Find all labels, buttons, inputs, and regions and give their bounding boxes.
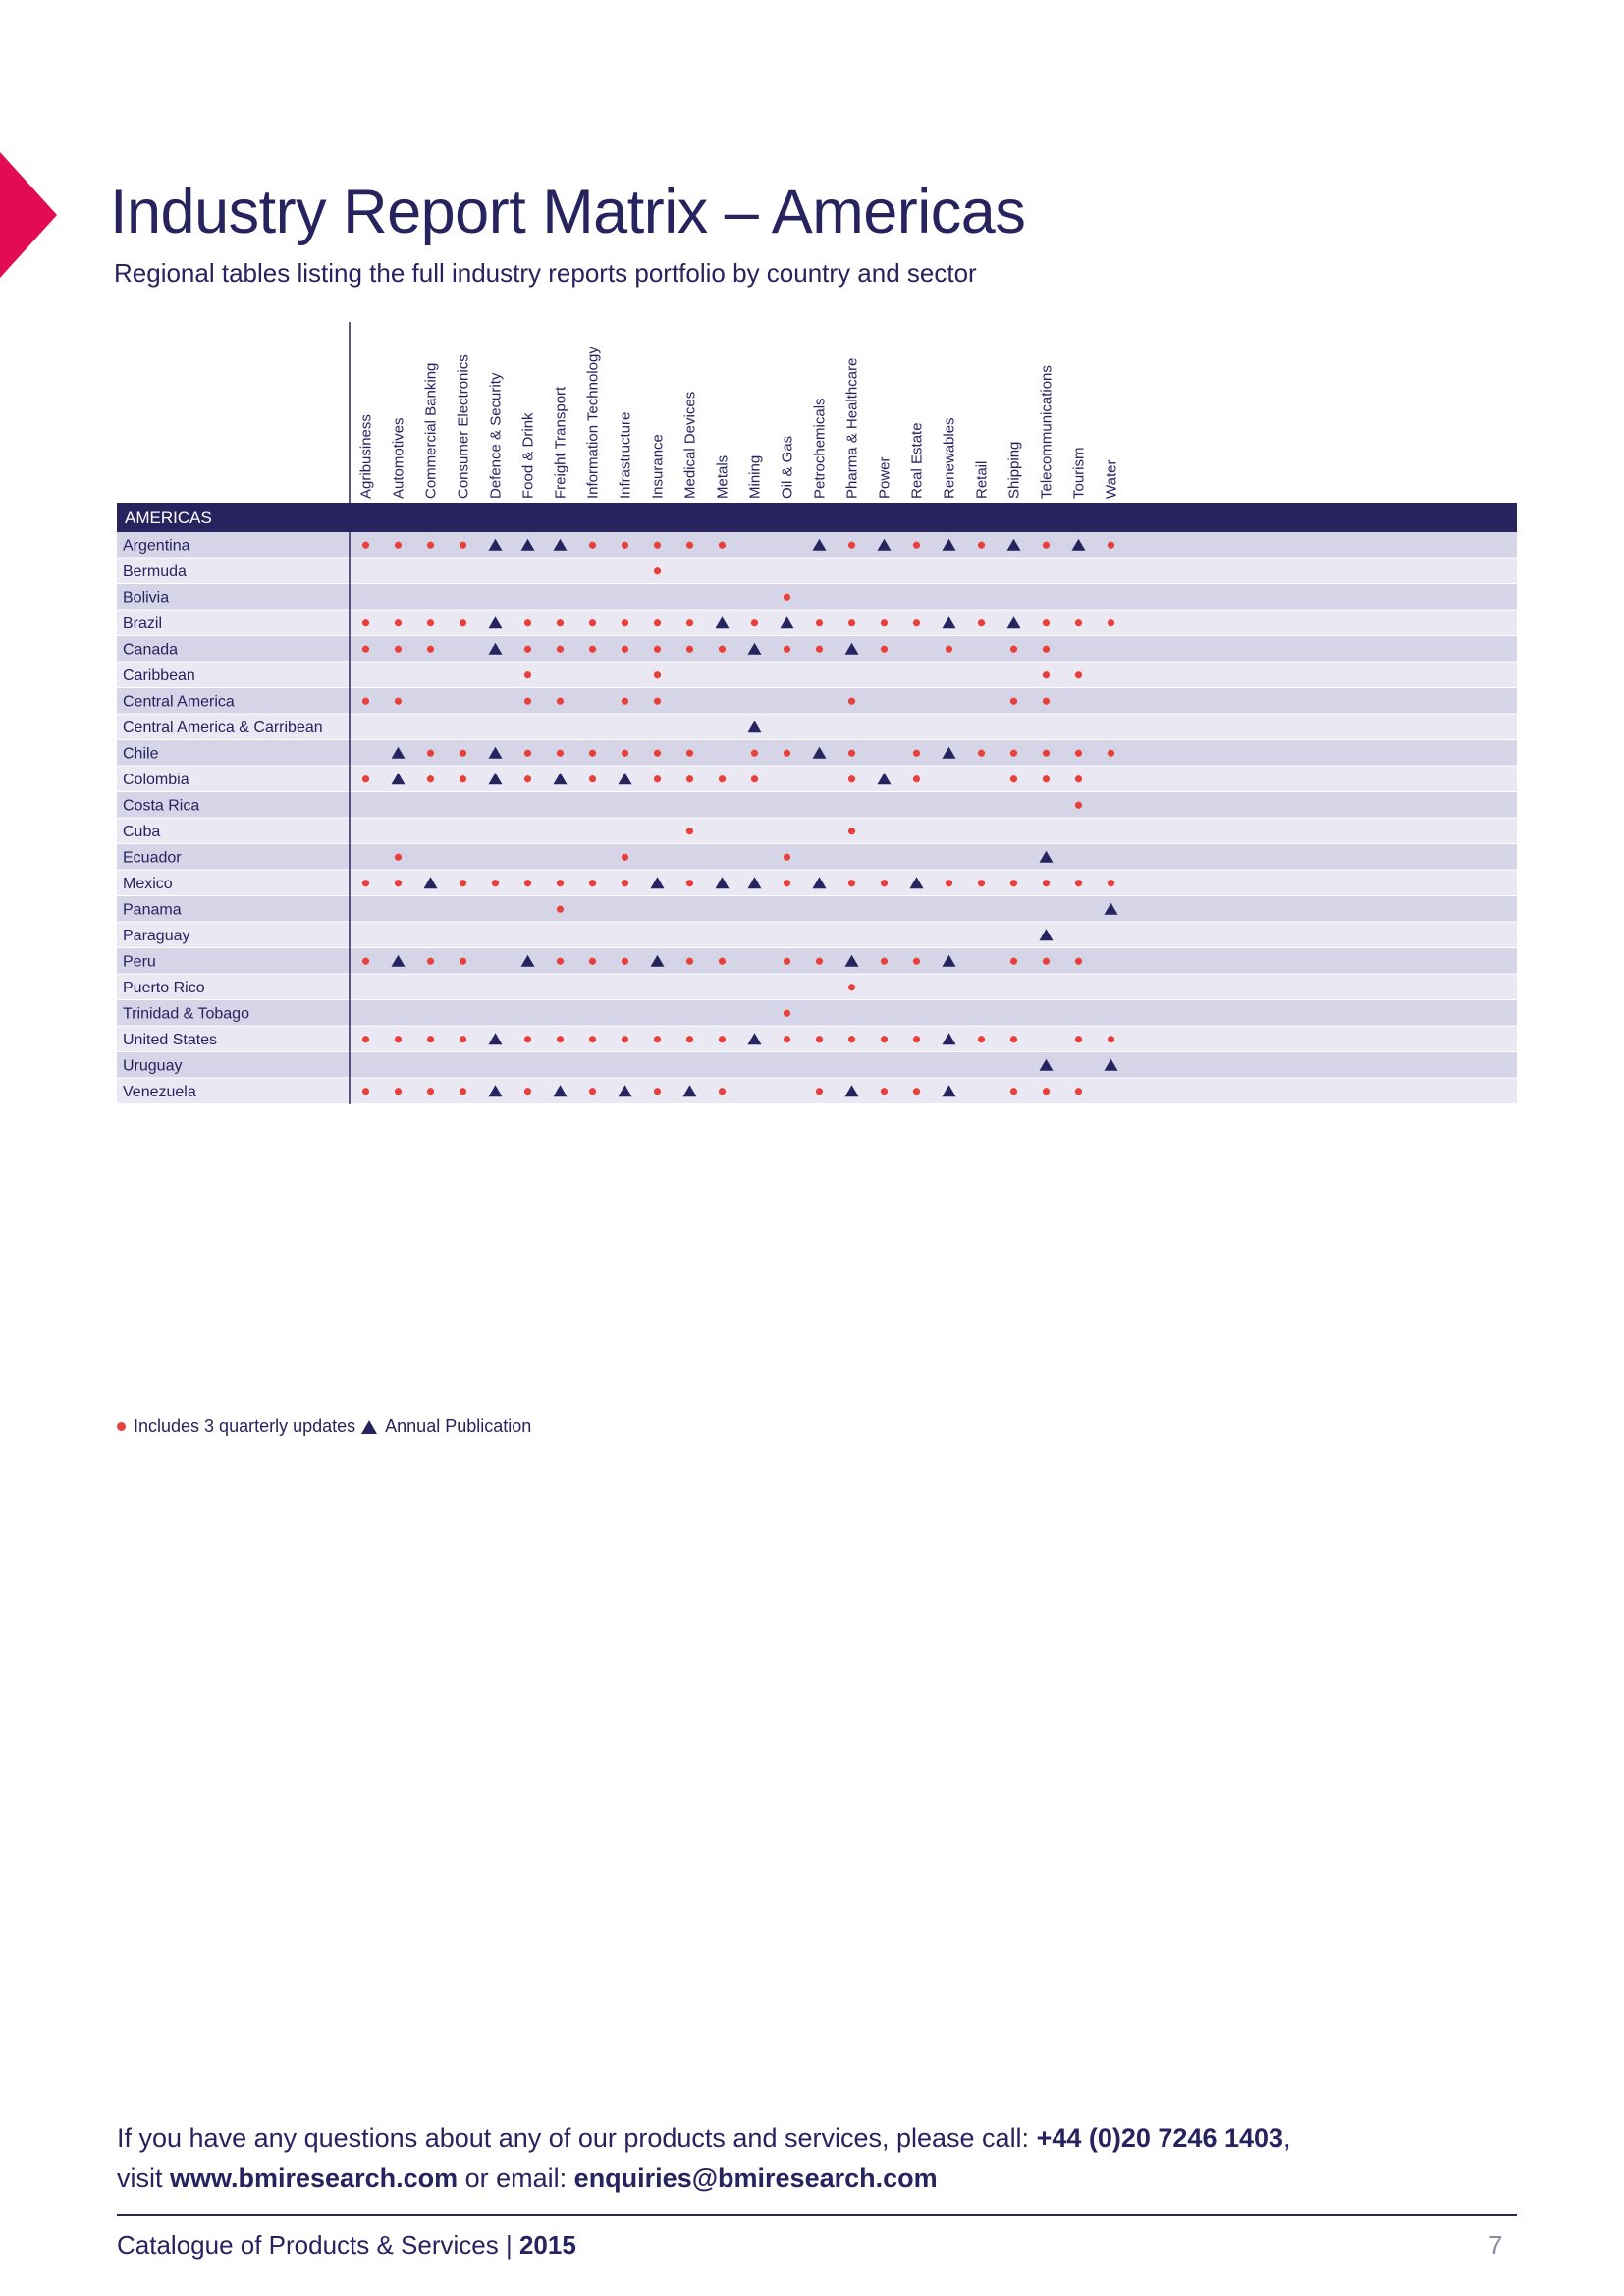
quarterly-update-marker — [395, 880, 402, 886]
row-background — [117, 715, 1517, 740]
quarterly-update-marker — [686, 646, 693, 653]
quarterly-update-marker — [1010, 750, 1017, 757]
quarterly-update-marker — [427, 542, 434, 549]
quarterly-update-marker — [1075, 1036, 1082, 1042]
country-label-paraguay: Paraguay — [123, 927, 190, 944]
quarterly-update-marker — [1075, 1088, 1082, 1095]
sector-header-water: Water — [1103, 459, 1120, 499]
quarterly-update-marker — [622, 854, 628, 861]
quarterly-update-marker — [589, 775, 596, 782]
quarterly-update-marker — [751, 619, 758, 626]
country-label-bolivia: Bolivia — [123, 589, 170, 607]
quarterly-update-marker — [816, 1088, 823, 1095]
quarterly-update-marker — [913, 958, 920, 965]
quarterly-update-marker — [622, 542, 628, 549]
quarterly-update-marker — [654, 1036, 661, 1042]
quarterly-update-marker — [784, 646, 790, 653]
quarterly-update-marker — [427, 1036, 434, 1042]
quarterly-update-marker — [1010, 880, 1017, 886]
quarterly-update-marker — [524, 1088, 531, 1095]
sector-header-retail: Retail — [973, 460, 991, 499]
quarterly-update-marker — [751, 750, 758, 757]
quarterly-update-marker — [589, 750, 596, 757]
quarterly-update-marker — [686, 1036, 693, 1042]
page-subtitle: Regional tables listing the full industry reports portfolio by country and sector — [114, 258, 977, 288]
quarterly-update-marker — [1075, 880, 1082, 886]
quarterly-update-marker — [622, 958, 628, 965]
footer-divider — [117, 2214, 1517, 2216]
quarterly-update-marker — [1043, 698, 1050, 705]
row-background — [117, 844, 1517, 870]
quarterly-update-marker — [978, 750, 985, 757]
quarterly-update-marker — [946, 646, 952, 653]
quarterly-update-marker — [881, 1088, 888, 1095]
quarterly-update-marker — [848, 828, 855, 834]
quarterly-update-marker — [1043, 671, 1050, 678]
quarterly-update-marker — [784, 1036, 790, 1042]
row-background — [117, 792, 1517, 818]
quarterly-update-marker — [654, 619, 661, 626]
quarterly-update-marker — [524, 671, 531, 678]
quarterly-update-marker — [816, 646, 823, 653]
country-label-brazil: Brazil — [123, 614, 163, 632]
quarterly-update-marker — [654, 646, 661, 653]
quarterly-update-marker — [1075, 671, 1082, 678]
quarterly-update-marker — [427, 958, 434, 965]
quarterly-update-marker — [557, 750, 564, 757]
quarterly-update-marker — [1010, 775, 1017, 782]
contact-email-text: or email: — [458, 2163, 574, 2193]
quarterly-update-marker — [1043, 958, 1050, 965]
quarterly-update-marker — [881, 958, 888, 965]
country-label-canada: Canada — [123, 641, 179, 659]
row-background — [117, 896, 1517, 922]
quarterly-update-marker — [460, 750, 466, 757]
country-label-argentina: Argentina — [123, 537, 190, 555]
quarterly-update-marker — [848, 542, 855, 549]
quarterly-update-marker — [784, 750, 790, 757]
quarterly-update-marker — [622, 880, 628, 886]
quarterly-update-marker — [686, 958, 693, 965]
country-label-ecuador: Ecuador — [123, 849, 182, 867]
quarterly-update-marker — [913, 775, 920, 782]
row-background — [117, 819, 1517, 844]
country-label-colombia: Colombia — [123, 771, 189, 788]
quarterly-update-marker — [686, 750, 693, 757]
country-label-central-america-and-carribean: Central America & Carribean — [123, 719, 323, 736]
row-background — [117, 559, 1517, 584]
quarterly-update-marker — [460, 1036, 466, 1042]
quarterly-update-marker — [654, 542, 661, 549]
quarterly-update-marker — [557, 619, 564, 626]
quarterly-update-marker — [654, 750, 661, 757]
quarterly-update-marker — [881, 619, 888, 626]
quarterly-update-marker — [1108, 542, 1114, 549]
quarterly-update-marker — [1075, 802, 1082, 809]
website-link[interactable]: www.bmiresearch.com — [170, 2163, 459, 2193]
row-background — [117, 975, 1517, 1000]
footer-catalogue-text: Catalogue of Products & Services | — [117, 2230, 519, 2260]
row-background — [117, 584, 1517, 610]
sector-header-pharma-and-healthcare: Pharma & Healthcare — [843, 357, 861, 499]
country-label-chile: Chile — [123, 745, 159, 763]
quarterly-update-marker — [1075, 775, 1082, 782]
quarterly-update-marker — [654, 1088, 661, 1095]
quarterly-update-marker — [524, 880, 531, 886]
quarterly-update-marker — [524, 775, 531, 782]
quarterly-update-marker — [460, 880, 466, 886]
quarterly-update-marker — [362, 698, 369, 705]
quarterly-update-marker — [686, 775, 693, 782]
region-label: AMERICAS — [125, 508, 212, 527]
sector-header-food-and-drink: Food & Drink — [519, 412, 537, 499]
phone-number[interactable]: +44 (0)20 7246 1403 — [1036, 2123, 1284, 2153]
sector-header-information-technology: Information Technology — [584, 347, 602, 499]
dot-legend-icon — [117, 1422, 126, 1431]
quarterly-update-marker — [395, 646, 402, 653]
row-background — [117, 767, 1517, 792]
sector-header-renewables: Renewables — [941, 417, 958, 499]
quarterly-update-marker — [524, 646, 531, 653]
quarterly-update-marker — [622, 646, 628, 653]
quarterly-update-marker — [978, 542, 985, 549]
quarterly-update-marker — [622, 619, 628, 626]
quarterly-update-marker — [524, 1036, 531, 1042]
page-title: Industry Report Matrix – Americas — [110, 178, 1026, 246]
quarterly-update-marker — [719, 958, 726, 965]
quarterly-update-marker — [1108, 619, 1114, 626]
country-label-bermuda: Bermuda — [123, 562, 187, 580]
sector-header-telecommunications: Telecommunications — [1038, 365, 1056, 499]
quarterly-update-marker — [719, 646, 726, 653]
sector-header-real-estate: Real Estate — [908, 422, 926, 499]
country-label-peru: Peru — [123, 953, 156, 971]
sector-header-power: Power — [876, 456, 893, 499]
quarterly-update-marker — [362, 646, 369, 653]
quarterly-update-marker — [395, 854, 402, 861]
quarterly-update-marker — [589, 880, 596, 886]
quarterly-update-marker — [881, 646, 888, 653]
contact-call-text: If you have any questions about any of our products and services, please call: — [117, 2123, 1037, 2153]
quarterly-update-marker — [557, 958, 564, 965]
footer-catalogue-title — [117, 2230, 576, 2261]
quarterly-update-marker — [557, 906, 564, 913]
quarterly-update-marker — [1043, 775, 1050, 782]
quarterly-update-marker — [848, 880, 855, 886]
quarterly-update-marker — [557, 698, 564, 705]
quarterly-update-marker — [719, 542, 726, 549]
quarterly-update-marker — [362, 619, 369, 626]
country-label-costa-rica: Costa Rica — [123, 797, 200, 815]
quarterly-update-marker — [589, 542, 596, 549]
quarterly-update-marker — [460, 775, 466, 782]
quarterly-update-marker — [913, 1036, 920, 1042]
quarterly-update-marker — [492, 880, 499, 886]
quarterly-update-marker — [524, 750, 531, 757]
quarterly-update-marker — [1108, 880, 1114, 886]
quarterly-update-marker — [978, 880, 985, 886]
matrix-grid — [117, 322, 1517, 1402]
quarterly-update-marker — [362, 542, 369, 549]
sector-header-agribusiness: Agribusiness — [357, 414, 375, 499]
quarterly-update-marker — [654, 567, 661, 574]
sector-header-medical-devices: Medical Devices — [681, 391, 699, 499]
quarterly-update-marker — [978, 1036, 985, 1042]
quarterly-update-marker — [589, 619, 596, 626]
quarterly-update-marker — [524, 698, 531, 705]
quarterly-update-marker — [460, 958, 466, 965]
country-label-panama: Panama — [123, 901, 182, 919]
quarterly-update-marker — [848, 619, 855, 626]
quarterly-update-marker — [1043, 880, 1050, 886]
quarterly-update-marker — [557, 880, 564, 886]
quarterly-update-marker — [1010, 646, 1017, 653]
quarterly-update-marker — [848, 750, 855, 757]
quarterly-update-marker — [1043, 750, 1050, 757]
quarterly-update-marker — [1108, 750, 1114, 757]
quarterly-update-marker — [654, 671, 661, 678]
quarterly-update-marker — [719, 1036, 726, 1042]
page-number: 7 — [1489, 2230, 1503, 2260]
quarterly-update-marker — [946, 880, 952, 886]
quarterly-update-marker — [1010, 958, 1017, 965]
quarterly-update-marker — [622, 698, 628, 705]
sector-header-consumer-electronics: Consumer Electronics — [455, 354, 472, 499]
quarterly-update-marker — [816, 958, 823, 965]
quarterly-update-marker — [362, 958, 369, 965]
quarterly-update-marker — [1043, 646, 1050, 653]
quarterly-update-marker — [427, 646, 434, 653]
sector-header-petrochemicals: Petrochemicals — [811, 398, 829, 499]
quarterly-update-marker — [362, 880, 369, 886]
quarterly-update-marker — [1043, 1088, 1050, 1095]
quarterly-update-marker — [589, 1088, 596, 1095]
email-link[interactable]: enquiries@bmiresearch.com — [573, 2163, 938, 2193]
quarterly-update-marker — [1043, 619, 1050, 626]
contact-visit-text: visit — [117, 2163, 170, 2193]
sector-header-insurance: Insurance — [649, 434, 667, 499]
quarterly-update-marker — [557, 646, 564, 653]
region-banner — [117, 503, 1517, 532]
quarterly-update-marker — [686, 880, 693, 886]
quarterly-update-marker — [1043, 542, 1050, 549]
quarterly-update-marker — [362, 775, 369, 782]
quarterly-update-marker — [784, 1010, 790, 1017]
quarterly-update-marker — [460, 619, 466, 626]
sector-header-infrastructure: Infrastructure — [617, 411, 634, 499]
quarterly-update-marker — [460, 1088, 466, 1095]
row-background — [117, 1000, 1517, 1026]
quarterly-update-marker — [589, 1036, 596, 1042]
quarterly-update-marker — [622, 750, 628, 757]
quarterly-update-marker — [913, 1088, 920, 1095]
quarterly-update-marker — [1010, 698, 1017, 705]
quarterly-update-marker — [848, 698, 855, 705]
sector-header-automotives: Automotives — [390, 417, 407, 499]
quarterly-update-marker — [1108, 1036, 1114, 1042]
industry-report-matrix — [117, 322, 1517, 1402]
quarterly-update-marker — [427, 750, 434, 757]
quarterly-update-marker — [784, 958, 790, 965]
quarterly-update-marker — [524, 619, 531, 626]
country-label-trinidad-and-tobago: Trinidad & Tobago — [123, 1005, 249, 1023]
quarterly-update-marker — [1075, 619, 1082, 626]
row-background — [117, 1052, 1517, 1078]
quarterly-update-marker — [913, 542, 920, 549]
legend — [117, 1416, 531, 1437]
quarterly-update-marker — [686, 542, 693, 549]
quarterly-update-marker — [816, 1036, 823, 1042]
quarterly-update-marker — [848, 984, 855, 990]
quarterly-update-marker — [622, 1036, 628, 1042]
sector-header-defence-and-security: Defence & Security — [487, 372, 505, 499]
sector-header-mining: Mining — [746, 454, 764, 499]
country-label-mexico: Mexico — [123, 875, 173, 892]
sector-header-commercial-banking: Commercial Banking — [422, 362, 440, 499]
quarterly-update-marker — [362, 1088, 369, 1095]
dot-legend-label: Includes 3 quarterly updates — [134, 1416, 356, 1436]
contact-comma: , — [1283, 2123, 1291, 2153]
sector-header-tourism: Tourism — [1070, 447, 1088, 499]
quarterly-update-marker — [589, 646, 596, 653]
contact-line-1 — [117, 2118, 1521, 2159]
quarterly-update-marker — [784, 594, 790, 601]
country-label-uruguay: Uruguay — [123, 1057, 183, 1075]
quarterly-update-marker — [848, 1036, 855, 1042]
triangle-legend-label: Annual Publication — [385, 1416, 532, 1436]
quarterly-update-marker — [362, 1036, 369, 1042]
sector-header-freight-transport: Freight Transport — [552, 386, 569, 499]
quarterly-update-marker — [913, 619, 920, 626]
row-background — [117, 663, 1517, 688]
quarterly-update-marker — [395, 1036, 402, 1042]
row-background — [117, 688, 1517, 714]
footer-year: 2015 — [518, 2230, 576, 2260]
quarterly-update-marker — [654, 698, 661, 705]
quarterly-update-marker — [557, 1036, 564, 1042]
sector-header-oil-and-gas: Oil & Gas — [779, 435, 796, 499]
quarterly-update-marker — [881, 880, 888, 886]
quarterly-update-marker — [881, 1036, 888, 1042]
quarterly-update-marker — [395, 698, 402, 705]
quarterly-update-marker — [686, 828, 693, 834]
quarterly-update-marker — [784, 854, 790, 861]
country-label-cuba: Cuba — [123, 823, 161, 840]
quarterly-update-marker — [1010, 1088, 1017, 1095]
row-background — [117, 923, 1517, 948]
quarterly-update-marker — [751, 775, 758, 782]
corner-accent-arrow — [0, 152, 57, 278]
quarterly-update-marker — [719, 1088, 726, 1095]
quarterly-update-marker — [686, 619, 693, 626]
country-label-central-america: Central America — [123, 693, 235, 711]
quarterly-update-marker — [816, 619, 823, 626]
quarterly-update-marker — [427, 775, 434, 782]
country-label-venezuela: Venezuela — [123, 1083, 196, 1100]
quarterly-update-marker — [395, 542, 402, 549]
quarterly-update-marker — [848, 775, 855, 782]
quarterly-update-marker — [913, 750, 920, 757]
quarterly-update-marker — [395, 1088, 402, 1095]
triangle-legend-icon — [361, 1420, 377, 1434]
quarterly-update-marker — [719, 775, 726, 782]
quarterly-update-marker — [978, 619, 985, 626]
quarterly-update-marker — [395, 619, 402, 626]
country-label-caribbean: Caribbean — [123, 667, 195, 684]
contact-line-2 — [117, 2159, 1521, 2199]
country-label-puerto-rico: Puerto Rico — [123, 979, 205, 996]
quarterly-update-marker — [1075, 750, 1082, 757]
quarterly-update-marker — [427, 619, 434, 626]
sector-header-shipping: Shipping — [1005, 441, 1023, 499]
quarterly-update-marker — [654, 775, 661, 782]
quarterly-update-marker — [460, 542, 466, 549]
quarterly-update-marker — [589, 958, 596, 965]
quarterly-update-marker — [784, 880, 790, 886]
quarterly-update-marker — [1010, 1036, 1017, 1042]
quarterly-update-marker — [1075, 958, 1082, 965]
contact-info — [117, 2118, 1521, 2199]
quarterly-update-marker — [427, 1088, 434, 1095]
sector-header-metals: Metals — [714, 454, 731, 499]
country-label-united-states: United States — [123, 1031, 218, 1048]
